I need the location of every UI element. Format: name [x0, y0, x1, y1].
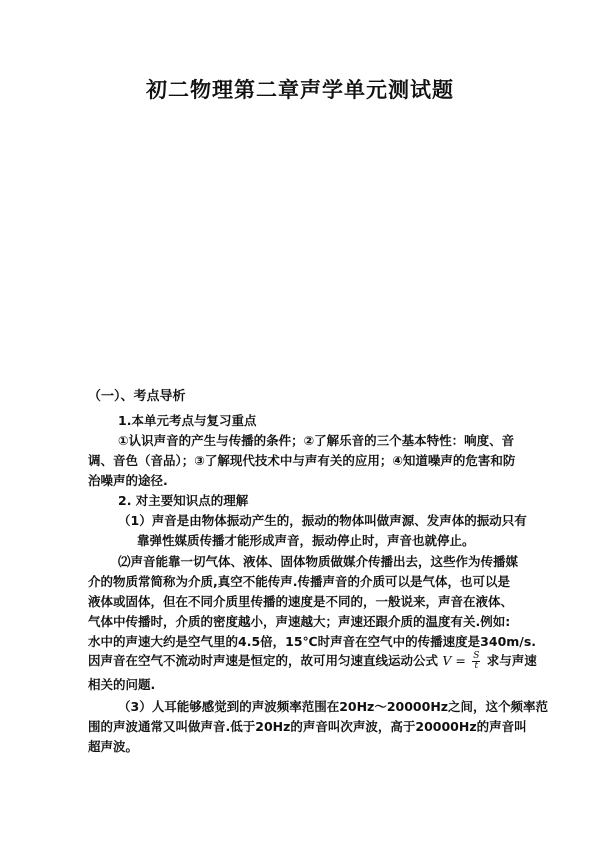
item2-p2-line5: 水中的声速大约是空气里的4.5倍，15℃时声音在空气中的传播速度是340m/s.	[88, 634, 537, 649]
item1-line2: 调、音色（音品）；③了解现代技术中与声有关的应用；④知道噪声的危害和防	[88, 453, 516, 468]
item2-p3-line3: 超声波。	[88, 739, 139, 754]
item2-p3-line2: 围的声波通常又叫做声音.低于20Hz的声音叫次声波，高于20000Hz的声音叫	[88, 719, 527, 734]
item2-p2-line7: 相关的问题.	[88, 677, 156, 692]
item2-p2-line3: 液体或固体，但在不同介质里传播的速度是不同的，一般说来，声音在液体、	[88, 594, 514, 609]
formula-v: V =	[442, 653, 466, 668]
item2-p1-line1: （1）声音是由物体振动产生的，振动的物体叫做声源、发声体的振动只有	[118, 513, 527, 528]
item2-p2-line6a: 因声音在空气不流动时声速是恒定的，故可用匀速直线运动公式	[88, 653, 439, 668]
item2-p3-line1: （3）人耳能够感觉到的声波频率范围在20Hz～20000Hz之间，这个频率范	[118, 699, 549, 714]
item1-line3: 治噪声的途径.	[88, 473, 168, 488]
item2-p2-line2: 介的物质常简称为介质,真空不能传声.传播声音的介质可以是气体，也可以是	[88, 574, 510, 589]
item2-heading: 2. 对主要知识点的理解	[118, 493, 249, 508]
section-heading: （一）、考点导析	[88, 389, 186, 404]
item2-p2-line1: ⑵声音能靠一切气体、液体、固体物质做媒介传播出去，这些作为传播媒	[118, 554, 519, 569]
item2-p2-line4: 气体中传播时，介质的密度越小，声速越大；声速还跟介质的温度有关.例如:	[88, 614, 511, 629]
item1-line1: ①认识声音的产生与传播的条件；②了解乐音的三个基本特性：响度、音	[118, 433, 515, 448]
item2-p2-line6b: 求与声速	[486, 653, 537, 668]
formula-denominator: t	[474, 661, 479, 671]
formula-fraction	[472, 652, 480, 671]
item2-p2-line6	[88, 652, 537, 671]
formula-numerator: S	[473, 651, 480, 661]
item1-heading: 1.本单元考点与复习重点	[118, 413, 257, 428]
item2-p1-line2: 靠弹性媒质传播才能形成声音，振动停止时，声音也就停止。	[137, 533, 475, 548]
page-title: 初二物理第二章声学单元测试题	[146, 78, 454, 102]
